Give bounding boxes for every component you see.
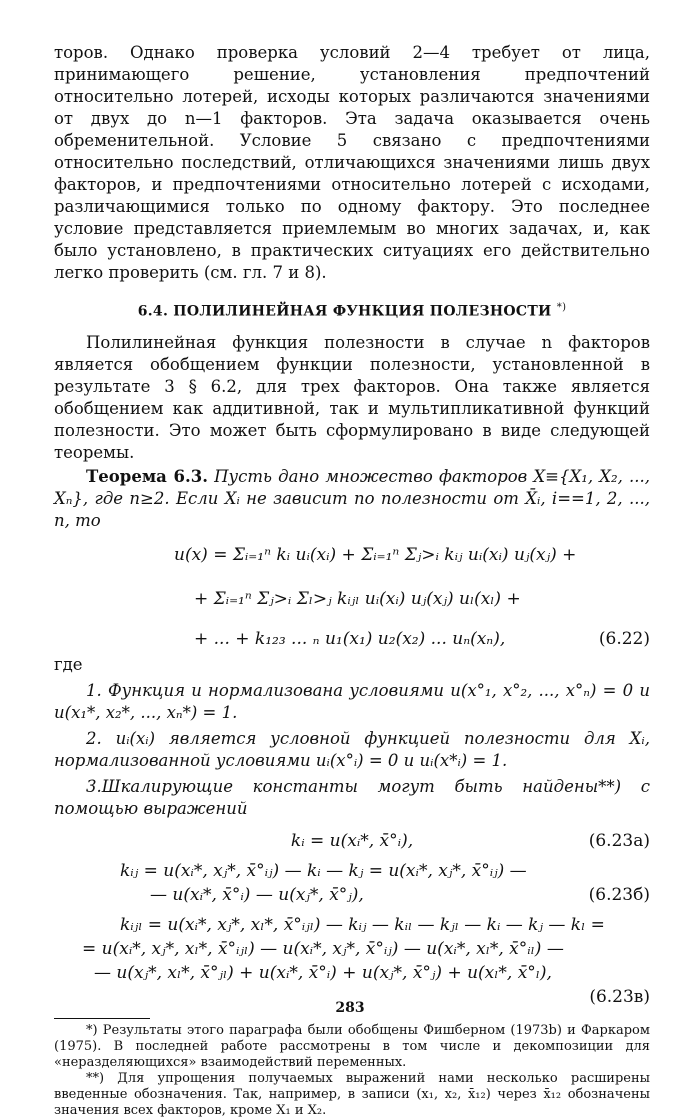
equation-6-23a: kᵢ = u(xᵢ*, x̄°ᵢ), (6.23а)	[54, 828, 650, 854]
equation-6-22-number: (6.22)	[598, 628, 650, 649]
footnote-1: *) Результаты этого параграфа были обобщены Фишберном (1973b) и Фаркаром (1975). В последней работе рассмотрены в том числе и декомпозиции для «неразделяющихся» взаимодействий переменных.	[54, 1022, 650, 1070]
equation-6-23b-line-2: — u(xᵢ*, x̄°ᵢ) — u(xⱼ*, x̄°ⱼ), (6.23б)	[54, 882, 650, 906]
where-word: где	[54, 654, 83, 674]
section-paragraph: Полилинейная функция полезности в случае n факторов является обобщением функции полезности, установленной в результате 3 § 6.2, для трех факторов. Она также является обобщением как аддитивной, так и мультипликативной функций полезности. Это может быть сформулировано в виде следующей теоремы.	[54, 332, 650, 462]
intro-paragraph: торов. Однако проверка условий 2—4 требует от лица, принимающего решение, установления предпочтений относительно лотерей, исходы которых различаются значениями от двух до n—1 факторов. Эта задача оказывается очень обременительной. Условие 5 связано с предпочтениями относительно последствий, отличающихся значениями лишь двух факторов, и предпочтениями относительно лотерей с исходами, различающимися только по одному фактору. Это последнее условие представляется приемлемым во многих задачах, и, как было установлено, в практических ситуациях его действительно легко проверить (см. гл. 7 и 8).	[54, 43, 650, 282]
footnote-separator	[54, 1018, 150, 1019]
equation-6-23c-line-3: — u(xⱼ*, xₗ*, x̄°ⱼₗ) + u(xᵢ*, x̄°ᵢ) + u(xⱼ*, x̄°ⱼ) + u(xₗ*, x̄°ₗ),	[94, 962, 552, 983]
theorem-text: Пусть дано множество факторов X≡{X₁, X₂, ..., Xₙ}, где n≥2. Если Xᵢ не зависит по полезности от X̄ᵢ, i==1, 2, ..., n, то	[54, 466, 650, 530]
theorem-label: Теорема 6.3.	[86, 466, 208, 486]
equation-6-22-line-1: u(x) = Σᵢ₌₁ⁿ kᵢ uᵢ(xᵢ) + Σᵢ₌₁ⁿ Σⱼ>ᵢ kᵢⱼ uᵢ(xᵢ) uⱼ(xⱼ) +	[174, 544, 577, 565]
condition-1: 1. Функция u нормализована условиями u(x°₁, x°₂, ..., x°ₙ) = 0 и u(x₁*, x₂*, ..., xₙ*) = 1.	[54, 680, 650, 722]
section-heading	[54, 302, 650, 320]
page-content	[54, 42, 650, 1119]
equation-6-23a-number: (6.23а)	[588, 830, 650, 851]
equation-6-23c-line-1: kᵢⱼₗ = u(xᵢ*, xⱼ*, xₗ*, x̄°ᵢⱼₗ) — kᵢⱼ — kᵢₗ — kⱼₗ — kᵢ — kⱼ — kₗ =	[120, 914, 605, 935]
equation-6-22-line-2: + Σᵢ₌₁ⁿ Σⱼ>ᵢ Σₗ>ⱼ kᵢⱼₗ uᵢ(xᵢ) uⱼ(xⱼ) uₗ(xₗ) +	[194, 588, 521, 609]
equation-6-23c-line-2: = u(xᵢ*, xⱼ*, xₗ*, x̄°ᵢⱼₗ) — u(xᵢ*, xⱼ*, x̄°ᵢⱼ) — u(xᵢ*, xₗ*, x̄°ᵢₗ) —	[82, 938, 564, 959]
equation-6-23b-line-1: kᵢⱼ = u(xᵢ*, xⱼ*, x̄°ᵢⱼ) — kᵢ — kⱼ = u(xᵢ*, xⱼ*, x̄°ᵢⱼ) —	[120, 860, 527, 881]
equation-6-23b-number: (6.23б)	[588, 884, 650, 905]
footnote-2: **) Для упрощения получаемых выражений нами несколько расширены введенные обозначения. Так, например, в записи (x₁, x₂, x̄₁₂) через x̄₁₂ обозначены значения всех факторов, кроме X₁ и X₂.	[54, 1070, 650, 1118]
equation-6-23c	[54, 912, 650, 1008]
theorem-statement	[54, 466, 650, 532]
condition-2: 2. uᵢ(xᵢ) является условной функцией полезности для Xᵢ, нормализованной условиями uᵢ(x°ᵢ) = 0 и uᵢ(x*ᵢ) = 1.	[54, 728, 650, 770]
section-heading-footnote-mark: *)	[556, 302, 567, 313]
equation-6-23c-number: (6.23в)	[589, 986, 650, 1007]
page-number: 283	[335, 1000, 365, 1016]
section-heading-text: 6.4. ПОЛИЛИНЕЙНАЯ ФУНКЦИЯ ПОЛЕЗНОСТИ	[137, 303, 552, 320]
equation-6-22-line-3: + ... + k₁₂₃ ... ₙ u₁(x₁) u₂(x₂) ... uₙ(xₙ), (6.22)	[54, 626, 650, 654]
condition-3: 3.Шкалирующие константы могут быть найдены**) с помощью выражений	[54, 776, 650, 818]
equation-6-23b	[54, 858, 650, 906]
equation-6-22	[54, 542, 650, 654]
